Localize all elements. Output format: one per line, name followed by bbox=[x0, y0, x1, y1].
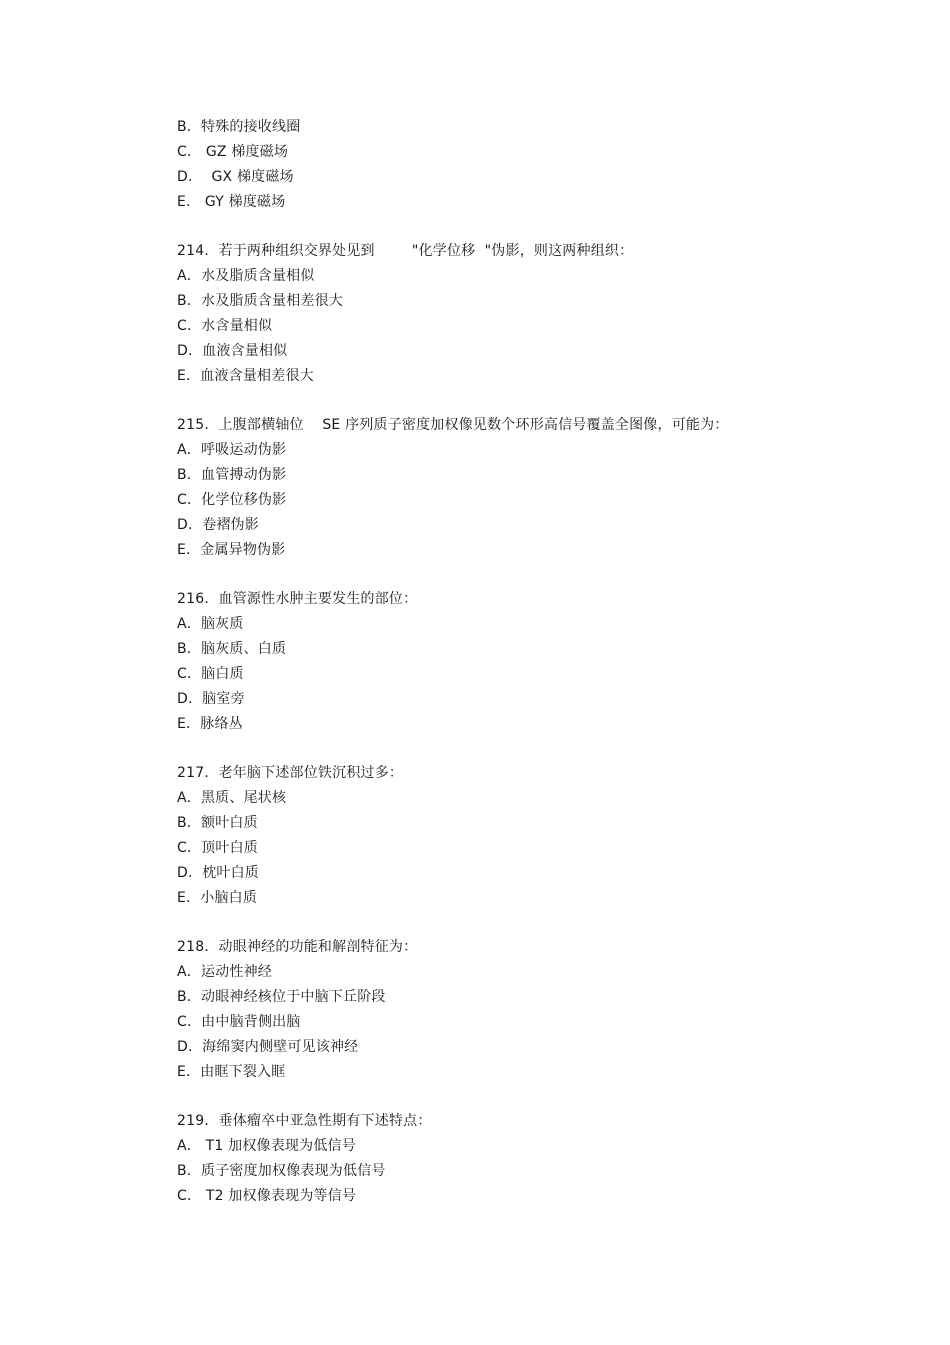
option-d: D．脑室旁 bbox=[177, 691, 245, 707]
option-a: A．呼吸运动伪影 bbox=[177, 442, 287, 458]
option-e: E．小脑白质 bbox=[177, 890, 258, 906]
spacer bbox=[177, 737, 897, 761]
option-b: B．脑灰质、白质 bbox=[177, 641, 287, 657]
option-d: D．卷褶伪影 bbox=[177, 517, 259, 533]
question-block-219 bbox=[177, 1109, 897, 1209]
option-c: C．化学位移伪影 bbox=[177, 492, 287, 508]
option-b: B．动眼神经核位于中脑下丘阶段 bbox=[177, 989, 386, 1005]
option-a: A．运动性神经 bbox=[177, 964, 272, 980]
spacer bbox=[177, 389, 897, 413]
option-c: C．脑白质 bbox=[177, 666, 244, 682]
question-block-214 bbox=[177, 239, 897, 389]
question-217: 217．老年脑下述部位铁沉积过多： bbox=[177, 765, 404, 781]
question-block-217 bbox=[177, 761, 897, 911]
option-e: E．由眶下裂入眶 bbox=[177, 1064, 286, 1080]
option-c: C． GZ 梯度磁场 bbox=[177, 144, 289, 160]
option-d: D．海绵窦内侧壁可见该神经 bbox=[177, 1039, 359, 1055]
option-a: A．黑质、尾状核 bbox=[177, 790, 287, 806]
option-e: E．脉络丛 bbox=[177, 716, 243, 732]
option-c: C． T2 加权像表现为等信号 bbox=[177, 1188, 357, 1204]
spacer bbox=[177, 1085, 897, 1109]
option-b: B．额叶白质 bbox=[177, 815, 258, 831]
question-block-218 bbox=[177, 935, 897, 1085]
option-b: B．血管搏动伪影 bbox=[177, 467, 287, 483]
question-215: 215．上腹部横轴位 SE 序列质子密度加权像见数个环形高信号覆盖全图像，可能为： bbox=[177, 417, 729, 433]
option-b: B．特殊的接收线圈 bbox=[177, 119, 301, 135]
option-b: B．质子密度加权像表现为低信号 bbox=[177, 1163, 386, 1179]
question-block-215 bbox=[177, 413, 897, 563]
option-d: D．枕叶白质 bbox=[177, 865, 259, 881]
option-c: C．水含量相似 bbox=[177, 318, 273, 334]
option-e: E．金属异物伪影 bbox=[177, 542, 286, 558]
question-block-213 bbox=[177, 115, 897, 215]
spacer bbox=[177, 215, 897, 239]
option-d: D．血液含量相似 bbox=[177, 343, 288, 359]
option-a: A．脑灰质 bbox=[177, 616, 244, 632]
question-214: 214．若于两种组织交界处见到 "化学位移 "伪影，则这两种组织： bbox=[177, 243, 634, 259]
option-e: E． GY 梯度磁场 bbox=[177, 194, 286, 210]
question-218: 218．动眼神经的功能和解剖特征为： bbox=[177, 939, 418, 955]
option-b: B．水及脂质含量相差很大 bbox=[177, 293, 344, 309]
option-c: C．由中脑背侧出脑 bbox=[177, 1014, 301, 1030]
option-e: E．血液含量相差很大 bbox=[177, 368, 314, 384]
question-219: 219．垂体瘤卒中亚急性期有下述特点： bbox=[177, 1113, 432, 1129]
spacer bbox=[177, 563, 897, 587]
option-d: D． GX 梯度磁场 bbox=[177, 169, 294, 185]
document-page bbox=[177, 115, 897, 1209]
spacer bbox=[177, 911, 897, 935]
option-a: A．水及脂质含量相似 bbox=[177, 268, 315, 284]
option-c: C．顶叶白质 bbox=[177, 840, 258, 856]
question-216: 216．血管源性水肿主要发生的部位： bbox=[177, 591, 418, 607]
question-block-216 bbox=[177, 587, 897, 737]
option-a: A． T1 加权像表现为低信号 bbox=[177, 1138, 356, 1154]
